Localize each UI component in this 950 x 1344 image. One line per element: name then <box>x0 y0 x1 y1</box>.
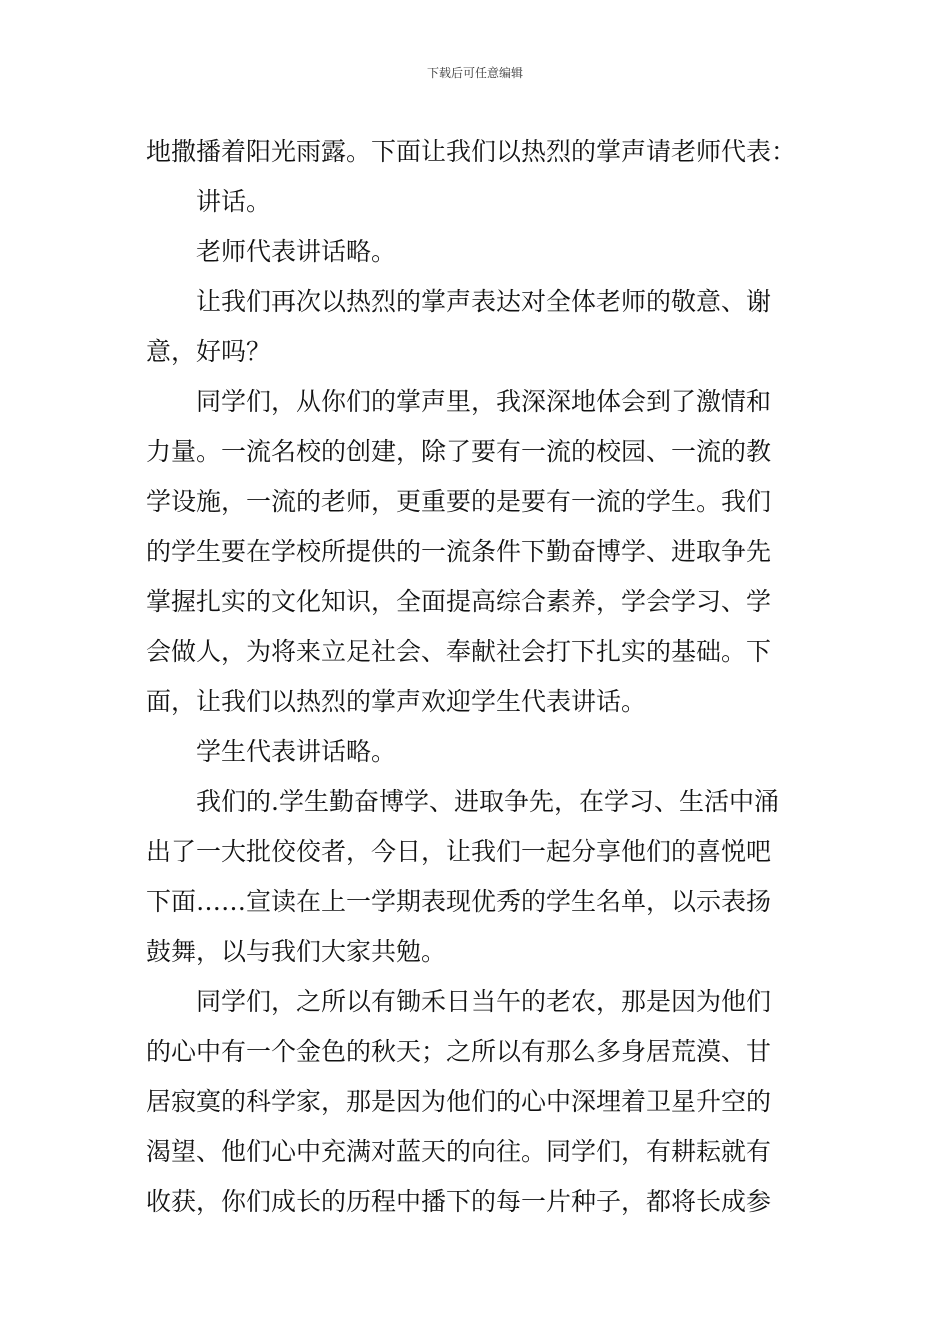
text-line: 会做人，为将来立足社会、奉献社会打下扎实的基础。下 <box>146 637 772 666</box>
text-line: 居寂寞的科学家，那是因为他们的心中深埋着卫星升空的 <box>146 1087 772 1116</box>
text-line: 我们的.学生勤奋博学、进取争先，在学习、生活中涌 <box>196 787 779 816</box>
text-line: 的心中有一个金色的秋天；之所以有那么多身居荒漠、甘 <box>146 1037 772 1066</box>
text-line: 学生代表讲话略。 <box>196 737 397 766</box>
text-line: 老师代表讲话略。 <box>196 237 397 266</box>
text-line: 力量。一流名校的创建，除了要有一流的校园、一流的教 <box>146 437 772 466</box>
text-line: 下面……宣读在上一学期表现优秀的学生名单，以示表扬 <box>146 887 772 916</box>
text-line: 面，让我们以热烈的掌声欢迎学生代表讲话。 <box>146 687 647 716</box>
text-line: 学设施，一流的老师，更重要的是要有一流的学生。我们 <box>146 487 772 516</box>
text-line: 掌握扎实的文化知识，全面提高综合素养，学会学习、学 <box>146 587 772 616</box>
page-header: 下载后可任意编辑 <box>426 66 523 80</box>
text-line: 讲话。 <box>196 187 272 216</box>
text-line: 让我们再次以热烈的掌声表达对全体老师的敬意、谢 <box>196 287 772 316</box>
text-line: 同学们，之所以有锄禾日当午的老农，那是因为他们 <box>196 987 772 1016</box>
text-line: 出了一大批佼佼者，今日，让我们一起分享他们的喜悦吧 <box>146 837 772 866</box>
text-line: 意，好吗？ <box>146 337 272 366</box>
document-body <box>146 127 806 1227</box>
text-line: 渴望、他们心中充满对蓝天的向往。同学们，有耕耘就有 <box>146 1137 772 1166</box>
text-line: 同学们，从你们的掌声里，我深深地体会到了激情和 <box>196 387 772 416</box>
text-line: 收获，你们成长的历程中播下的每一片种子，都将长成参 <box>146 1187 772 1216</box>
text-line: 鼓舞，以与我们大家共勉。 <box>146 937 447 966</box>
text-line: 的学生要在学校所提供的一流条件下勤奋博学、进取争先 <box>146 537 772 566</box>
text-line: 地撒播着阳光雨露。下面让我们以热烈的掌声请老师代表： <box>146 137 797 166</box>
